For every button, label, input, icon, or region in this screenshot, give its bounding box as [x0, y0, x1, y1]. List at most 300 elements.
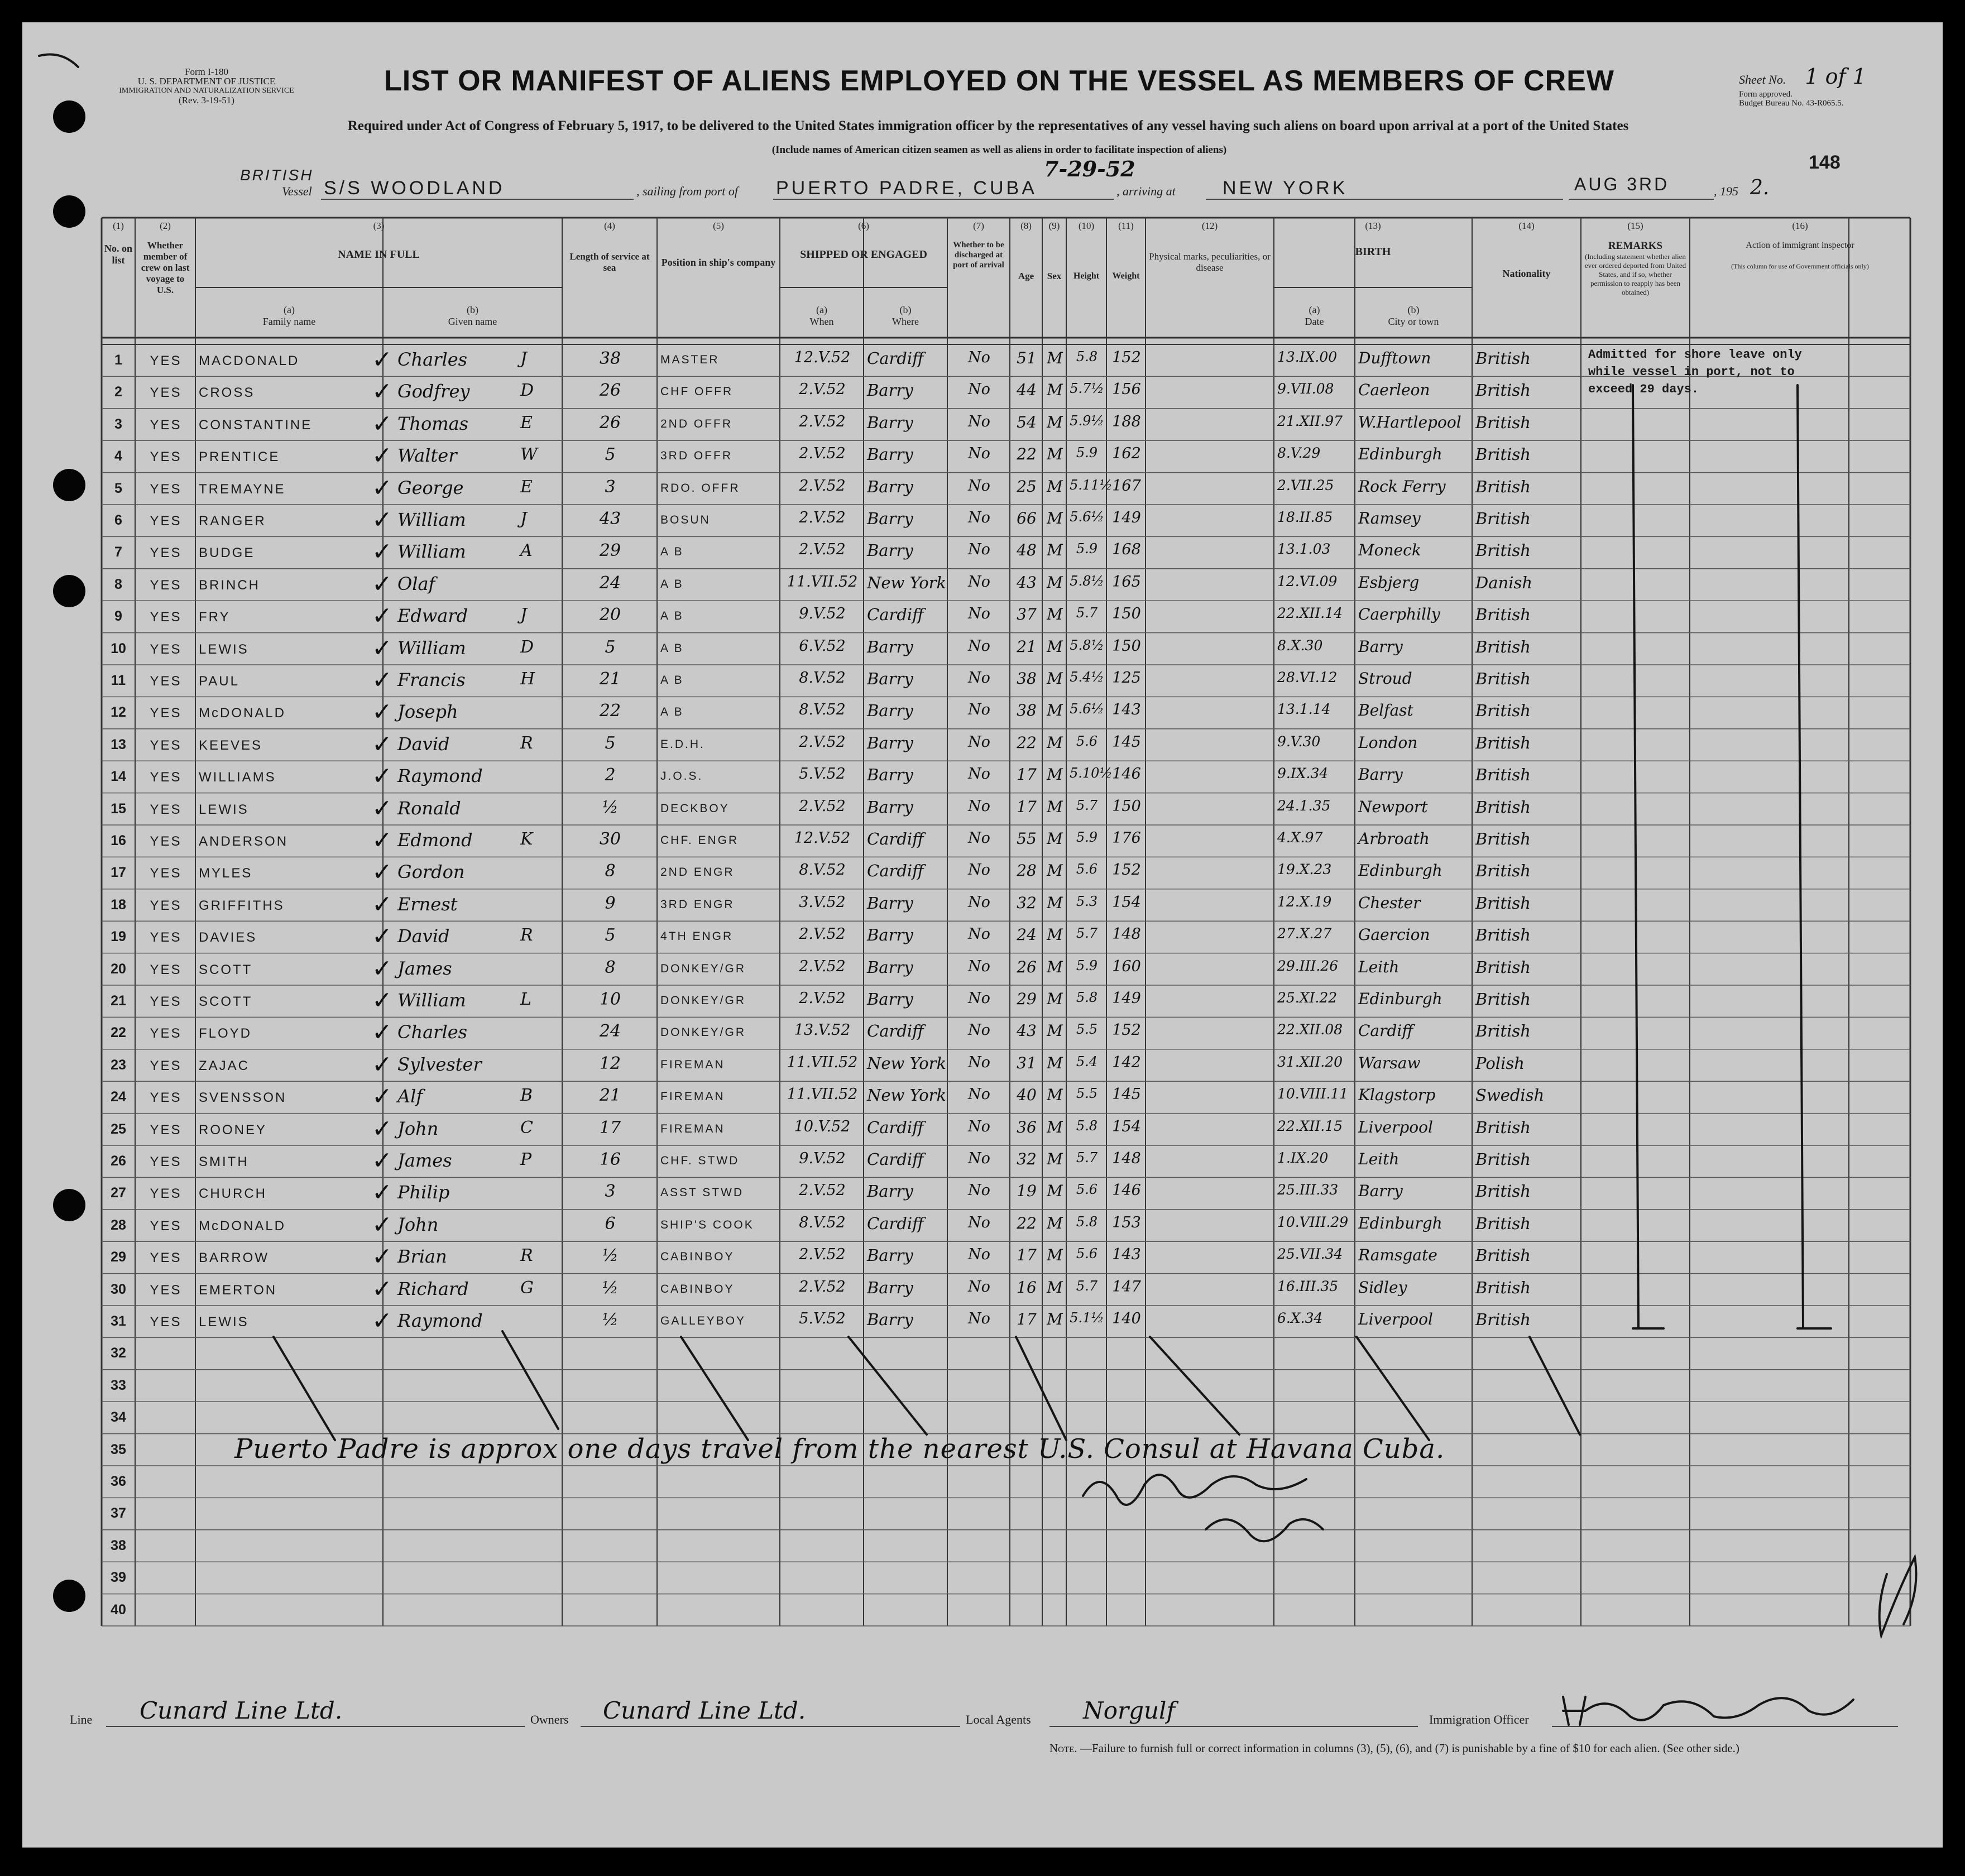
- cell-prev: YES: [150, 1122, 182, 1138]
- cell-disch: No: [968, 605, 990, 623]
- cell-height: 5.9: [1076, 829, 1098, 845]
- cell-age: 31: [1017, 1053, 1037, 1072]
- cell-btown: London: [1358, 733, 1418, 752]
- vessel-label: Vessel: [282, 184, 312, 198]
- cell-nat: British: [1475, 893, 1531, 913]
- cell-prev: YES: [150, 1154, 182, 1169]
- row-number: 18: [111, 896, 126, 913]
- table-row: [102, 633, 1910, 665]
- table-row: [102, 1081, 1910, 1113]
- cell-prev: YES: [150, 1314, 182, 1330]
- check-mark-icon: ✓: [372, 1307, 392, 1335]
- cell-where: New York: [867, 1086, 947, 1105]
- cell-service: 2: [605, 765, 616, 785]
- cell-when: 2.V.52: [799, 381, 846, 399]
- cell-where: Cardiff: [867, 861, 924, 881]
- cell-init: K: [520, 829, 533, 849]
- cell-prev: YES: [150, 994, 182, 1009]
- cell-height: 5.9: [1076, 957, 1098, 973]
- cell-age: 44: [1017, 381, 1037, 400]
- arrival-date: AUG 3RD: [1574, 174, 1670, 194]
- cell-btown: Cardiff: [1358, 1021, 1413, 1040]
- footer-note: —Failure to furnish full or correct information in columns (3), (5), (6), and (7) is punishable by a fine of $10 for each alien. (See other side.): [1080, 1741, 1739, 1755]
- cell-bdate: 27.X.27: [1277, 925, 1332, 942]
- row-number: 31: [111, 1313, 126, 1329]
- cell-given: Raymond: [397, 765, 483, 787]
- row-number: 30: [111, 1281, 126, 1297]
- cell-age: 29: [1017, 990, 1037, 1008]
- cell-family: MYLES: [199, 866, 253, 881]
- table-row: [102, 1210, 1910, 1241]
- cell-when: 11.VII.52: [787, 1053, 858, 1071]
- cell-family: PRENTICE: [199, 449, 280, 465]
- cell-disch: No: [968, 829, 990, 847]
- cell-height: 5.8: [1076, 1117, 1098, 1134]
- vessel-line: [240, 156, 1770, 205]
- cell-height: 5.6: [1076, 733, 1098, 749]
- line-value: Cunard Line Ltd.: [140, 1697, 343, 1724]
- cell-nat: Swedish: [1475, 1086, 1545, 1105]
- header-c1: No. on list: [104, 243, 132, 266]
- cell-position: DONKEY/GR: [660, 962, 746, 975]
- header-c13b: (b) City or town: [1388, 304, 1439, 327]
- cell-family: LEWIS: [199, 641, 249, 657]
- cell-sex: M: [1047, 1246, 1063, 1265]
- cell-disch: No: [968, 1310, 990, 1327]
- cell-btown: Moneck: [1358, 541, 1421, 560]
- cell-when: 9.V.52: [799, 605, 846, 623]
- cell-service: 26: [599, 412, 621, 433]
- cell-sex: M: [1047, 412, 1063, 431]
- cell-height: 5.8½: [1070, 637, 1104, 653]
- cell-prev: YES: [150, 1282, 182, 1298]
- cell-nat: British: [1475, 669, 1531, 688]
- cell-service: 3: [605, 477, 616, 497]
- row-number: 9: [114, 608, 122, 625]
- cell-where: Barry: [867, 477, 913, 496]
- header-c6b: (b) Where: [892, 304, 919, 327]
- agents-underline: [1049, 1726, 1418, 1727]
- budget-bureau: Budget Bureau No. 43-R065.5.: [1739, 99, 1844, 108]
- row-number: 22: [111, 1025, 126, 1041]
- cell-given: Brian: [397, 1246, 447, 1268]
- table-row: [102, 1466, 1910, 1498]
- cell-weight: 167: [1112, 477, 1141, 495]
- cell-family: ANDERSON: [199, 834, 289, 849]
- check-mark-icon: ✓: [372, 1146, 392, 1175]
- check-mark-icon: ✓: [372, 538, 392, 567]
- row-number: 17: [111, 865, 126, 881]
- cell-nat: British: [1475, 1117, 1531, 1137]
- cell-init: L: [520, 990, 531, 1009]
- cell-init: H: [520, 669, 535, 689]
- cell-where: Cardiff: [867, 829, 924, 848]
- cell-init: C: [520, 1117, 533, 1138]
- cell-disch: No: [968, 1117, 990, 1135]
- cell-height: 5.7: [1076, 605, 1098, 621]
- cell-weight: 143: [1112, 1246, 1141, 1264]
- cell-when: 2.V.52: [799, 1278, 846, 1296]
- cell-bdate: 22.XII.14: [1277, 605, 1343, 622]
- cell-position: CABINBOY: [660, 1282, 735, 1296]
- cell-disch: No: [968, 1086, 990, 1103]
- cell-init: W: [520, 445, 538, 465]
- cell-bdate: 25.VII.34: [1277, 1246, 1343, 1263]
- cell-where: Barry: [867, 1278, 913, 1297]
- cell-given: Charles: [397, 1021, 468, 1043]
- header-c15-note: (Including statement whether alien ever ordered deported from United States, and if so, whether permission to reapply has been obtained): [1584, 252, 1686, 296]
- owners-value: Cunard Line Ltd.: [603, 1697, 806, 1724]
- cell-btown: Chester: [1358, 893, 1421, 912]
- cell-service: 5: [605, 733, 616, 753]
- cell-height: 5.9½: [1070, 412, 1104, 429]
- punch-hole: [53, 469, 85, 501]
- cell-sex: M: [1047, 1278, 1063, 1297]
- table-row: [102, 1370, 1910, 1402]
- arriving-label: , arriving at: [1116, 184, 1176, 198]
- cell-family: BUDGE: [199, 545, 255, 561]
- cell-nat: British: [1475, 1246, 1531, 1265]
- cell-weight: 165: [1112, 573, 1141, 591]
- cell-where: Barry: [867, 669, 913, 688]
- cell-when: 2.V.52: [799, 509, 846, 526]
- cell-when: 9.V.52: [799, 1150, 846, 1167]
- cell-disch: No: [968, 1246, 990, 1264]
- cell-sex: M: [1047, 509, 1063, 527]
- manifest-sheet: [22, 22, 1943, 1848]
- cell-disch: No: [968, 861, 990, 879]
- cell-init: R: [520, 1246, 533, 1266]
- header-c9-num: (9): [1048, 220, 1060, 231]
- cell-family: McDONALD: [199, 1218, 286, 1234]
- cell-weight: 143: [1112, 701, 1141, 719]
- cell-given: Raymond: [397, 1310, 483, 1331]
- cell-where: New York: [867, 1053, 947, 1073]
- cell-nat: British: [1475, 477, 1531, 496]
- cell-position: A B: [660, 545, 684, 559]
- cell-service: 10: [599, 990, 621, 1009]
- cell-btown: Edinburgh: [1358, 1213, 1442, 1232]
- cell-position: RDO. OFFR: [660, 481, 740, 495]
- cell-given: James: [397, 1150, 452, 1171]
- cell-height: 5.8: [1076, 990, 1098, 1005]
- cell-height: 5.7: [1076, 797, 1098, 813]
- table-row: [102, 1530, 1910, 1562]
- cell-position: CHF. ENGR: [660, 834, 739, 847]
- header-c3-num: (3): [373, 220, 385, 231]
- check-mark-icon: ✓: [372, 762, 392, 791]
- sheet-block: [1739, 64, 1929, 108]
- row-number: 24: [111, 1089, 126, 1105]
- cell-given: Walter: [397, 445, 457, 467]
- cell-service: 8: [605, 861, 616, 881]
- cell-age: 24: [1017, 925, 1037, 944]
- cell-weight: 146: [1112, 1182, 1141, 1200]
- cell-given: David: [397, 733, 450, 755]
- cell-weight: 168: [1112, 541, 1141, 559]
- cell-prev: YES: [150, 481, 182, 497]
- cell-init: J: [520, 605, 528, 625]
- cell-weight: 162: [1112, 445, 1141, 463]
- cell-position: A B: [660, 610, 684, 623]
- cell-btown: Barry: [1358, 1182, 1403, 1201]
- row-number: 4: [114, 448, 122, 464]
- cell-disch: No: [968, 477, 990, 495]
- cell-sex: M: [1047, 381, 1063, 400]
- cell-bdate: 4.X.97: [1277, 829, 1323, 846]
- header-c8: Age: [1018, 271, 1034, 281]
- vessel-name: S/S WOODLAND: [324, 177, 505, 199]
- cell-weight: 145: [1112, 733, 1141, 751]
- cell-family: SCOTT: [199, 962, 253, 977]
- cell-age: 66: [1017, 509, 1037, 527]
- row-number: 33: [111, 1377, 126, 1393]
- table-row: [102, 601, 1910, 632]
- note-lead: Note.: [1049, 1741, 1077, 1755]
- cell-bdate: 12.VI.09: [1277, 573, 1338, 589]
- form-rev: (Rev. 3-19-51): [179, 95, 234, 105]
- cell-family: FRY: [199, 610, 231, 625]
- cell-weight: 149: [1112, 509, 1141, 526]
- cell-prev: YES: [150, 866, 182, 881]
- port-from-underline: [773, 199, 1114, 200]
- cell-bdate: 10.VIII.29: [1277, 1213, 1349, 1230]
- punch-hole: [53, 195, 85, 228]
- cell-bdate: 13.IX.00: [1277, 349, 1338, 365]
- cell-service: 20: [599, 605, 621, 625]
- cell-bdate: 29.III.26: [1277, 957, 1339, 974]
- cell-given: Sylvester: [397, 1053, 482, 1075]
- header-c10-num: (10): [1078, 220, 1095, 231]
- cell-given: William: [397, 637, 466, 659]
- row-number: 34: [111, 1409, 126, 1426]
- header-c12: Physical marks, peculiarities, or disease: [1149, 251, 1271, 273]
- cell-nat: British: [1475, 1150, 1531, 1169]
- table-row: [102, 1594, 1910, 1626]
- cell-nat: British: [1475, 412, 1531, 432]
- cell-position: GALLEYBOY: [660, 1314, 746, 1327]
- cell-bdate: 19.X.23: [1277, 861, 1332, 878]
- cell-disch: No: [968, 412, 990, 430]
- cell-init: G: [520, 1278, 534, 1298]
- cell-prev: YES: [150, 1186, 182, 1202]
- cell-weight: 149: [1112, 990, 1141, 1007]
- cell-prev: YES: [150, 577, 182, 593]
- cell-nat: British: [1475, 381, 1531, 400]
- cell-when: 2.V.52: [799, 1182, 846, 1200]
- cell-given: Francis: [397, 669, 466, 690]
- row-number: 12: [111, 704, 126, 721]
- cell-sex: M: [1047, 925, 1063, 944]
- cell-bdate: 28.VI.12: [1277, 669, 1338, 685]
- cell-where: Barry: [867, 797, 913, 817]
- row-number: 11: [111, 673, 126, 688]
- cell-init: B: [520, 1086, 533, 1106]
- cell-age: 22: [1017, 1213, 1037, 1232]
- cell-sex: M: [1047, 541, 1063, 560]
- cell-given: David: [397, 925, 450, 947]
- cell-nat: British: [1475, 701, 1531, 721]
- port-to-underline: [1206, 199, 1563, 200]
- date-note: 7-29-52: [1044, 156, 1135, 181]
- cell-when: 2.V.52: [799, 990, 846, 1007]
- cell-disch: No: [968, 1182, 990, 1200]
- cell-family: GRIFFITHS: [199, 898, 285, 913]
- cell-where: Cardiff: [867, 1213, 924, 1233]
- cell-sex: M: [1047, 445, 1063, 464]
- cell-weight: 125: [1112, 669, 1141, 687]
- cell-family: SMITH: [199, 1154, 249, 1169]
- cell-prev: YES: [150, 610, 182, 625]
- table-row: [102, 536, 1910, 568]
- cell-family: TREMAYNE: [199, 481, 286, 497]
- cell-family: LEWIS: [199, 802, 249, 817]
- cell-sex: M: [1047, 733, 1063, 752]
- cell-bdate: 21.XII.97: [1277, 412, 1343, 429]
- cell-given: George: [397, 477, 464, 498]
- cell-btown: Gaercion: [1358, 925, 1430, 944]
- page-title: LIST OR MANIFEST OF ALIENS EMPLOYED ON THE VESSEL AS MEMBERS OF CREW: [384, 65, 1614, 97]
- cell-where: Barry: [867, 1246, 913, 1265]
- cell-height: 5.8½: [1070, 573, 1104, 589]
- cell-sex: M: [1047, 1310, 1063, 1328]
- cell-nat: British: [1475, 605, 1531, 625]
- cell-position: MASTER: [660, 353, 720, 366]
- port-from: PUERTO PADRE, CUBA: [776, 177, 1037, 199]
- cell-sex: M: [1047, 893, 1063, 912]
- cell-given: Ernest: [397, 893, 458, 915]
- cell-btown: Caerphilly: [1358, 605, 1440, 624]
- cell-sex: M: [1047, 1182, 1063, 1201]
- cell-prev: YES: [150, 706, 182, 721]
- cell-btown: Barry: [1358, 765, 1403, 784]
- header-c4-num: (4): [604, 220, 615, 231]
- row-number: 15: [111, 800, 126, 817]
- vessel-underline: [321, 199, 634, 200]
- cell-where: Barry: [867, 509, 913, 528]
- cell-prev: YES: [150, 737, 182, 753]
- cell-btown: Edinburgh: [1358, 445, 1442, 464]
- cell-when: 2.V.52: [799, 1246, 846, 1264]
- cell-height: 5.6½: [1070, 509, 1104, 525]
- cell-prev: YES: [150, 514, 182, 529]
- cell-family: SVENSSON: [199, 1090, 287, 1106]
- cell-where: Barry: [867, 733, 913, 752]
- cell-service: 43: [599, 509, 621, 529]
- cell-bdate: 12.X.19: [1277, 893, 1332, 910]
- cell-init: D: [520, 637, 534, 657]
- cell-age: 37: [1017, 605, 1037, 624]
- cell-height: 5.7: [1076, 1150, 1098, 1165]
- cell-disch: No: [968, 925, 990, 943]
- row-number: 8: [114, 576, 122, 592]
- cell-weight: 188: [1112, 412, 1141, 430]
- check-mark-icon: ✓: [372, 922, 392, 951]
- check-mark-icon: ✓: [372, 826, 392, 855]
- form-id: Form I-180: [185, 66, 228, 77]
- table-row: [102, 1145, 1910, 1177]
- cell-sex: M: [1047, 1150, 1063, 1168]
- cell-btown: Rock Ferry: [1358, 477, 1446, 496]
- header-c3a: (a) Family name: [262, 304, 316, 327]
- check-mark-icon: ✓: [372, 1082, 392, 1111]
- cell-family: SCOTT: [199, 994, 253, 1009]
- cell-sex: M: [1047, 990, 1063, 1008]
- cell-weight: 147: [1112, 1278, 1141, 1296]
- cell-init: P: [520, 1150, 532, 1169]
- cell-where: Cardiff: [867, 605, 924, 625]
- cell-disch: No: [968, 509, 990, 526]
- owners-underline: [581, 1726, 960, 1727]
- cell-where: Barry: [867, 412, 913, 432]
- header-c8-num: (8): [1020, 220, 1032, 231]
- cell-disch: No: [968, 893, 990, 911]
- cell-age: 51: [1017, 349, 1037, 367]
- header-c6: SHIPPED OR ENGAGED: [800, 248, 927, 261]
- cell-where: Barry: [867, 990, 913, 1009]
- cell-nat: British: [1475, 765, 1531, 785]
- cell-disch: No: [968, 1213, 990, 1231]
- cell-sex: M: [1047, 957, 1063, 976]
- cell-service: 38: [599, 349, 621, 368]
- cell-btown: Belfast: [1358, 701, 1413, 720]
- row-number: 38: [111, 1537, 126, 1553]
- header-c16-note: (This column for use of Government officials only): [1731, 262, 1869, 270]
- cell-service: 22: [599, 701, 621, 721]
- cell-age: 17: [1017, 1310, 1037, 1328]
- row-number: 27: [111, 1185, 126, 1201]
- cell-init: E: [520, 412, 533, 433]
- cell-sex: M: [1047, 1053, 1063, 1072]
- year-suffix: 2.: [1750, 176, 1770, 199]
- cell-family: BARROW: [199, 1250, 269, 1266]
- cell-given: James: [397, 957, 452, 979]
- form-subnote: (Include names of American citizen seamen as well as aliens in order to facilitate inspection of aliens): [771, 144, 1227, 156]
- cell-nat: British: [1475, 829, 1531, 848]
- cell-height: 5.9: [1076, 445, 1098, 461]
- cell-service: 3: [605, 1182, 616, 1202]
- cell-height: 5.1½: [1070, 1310, 1104, 1326]
- cell-when: 12.V.52: [794, 349, 851, 366]
- cell-when: 6.V.52: [799, 637, 846, 655]
- agents-value: Norgulf: [1083, 1697, 1176, 1724]
- cell-btown: W.Hartlepool: [1358, 412, 1461, 431]
- cell-age: 55: [1017, 829, 1037, 848]
- row-number: 5: [114, 480, 122, 496]
- cell-prev: YES: [150, 1026, 182, 1042]
- sheet-label: Sheet No.: [1739, 73, 1786, 87]
- cell-where: Cardiff: [867, 1021, 924, 1041]
- cell-family: McDONALD: [199, 706, 286, 721]
- cell-nat: British: [1475, 1278, 1531, 1297]
- cell-age: 25: [1017, 477, 1037, 496]
- cell-nat: Danish: [1475, 573, 1533, 592]
- cell-service: 5: [605, 445, 616, 465]
- cell-given: Gordon: [397, 861, 465, 883]
- cell-prev: YES: [150, 1218, 182, 1234]
- form-id-block: [95, 67, 318, 105]
- cell-bdate: 25.III.33: [1277, 1182, 1339, 1198]
- table-row: [102, 825, 1910, 857]
- cell-prev: YES: [150, 449, 182, 465]
- header-c14: Nationality: [1502, 268, 1551, 279]
- punch-hole: [53, 100, 85, 133]
- cell-bdate: 6.X.34: [1277, 1310, 1323, 1326]
- cell-bdate: 8.V.29: [1277, 445, 1321, 462]
- cell-when: 12.V.52: [794, 829, 851, 847]
- cell-prev: YES: [150, 674, 182, 689]
- header-c6a: (a) When: [809, 304, 834, 327]
